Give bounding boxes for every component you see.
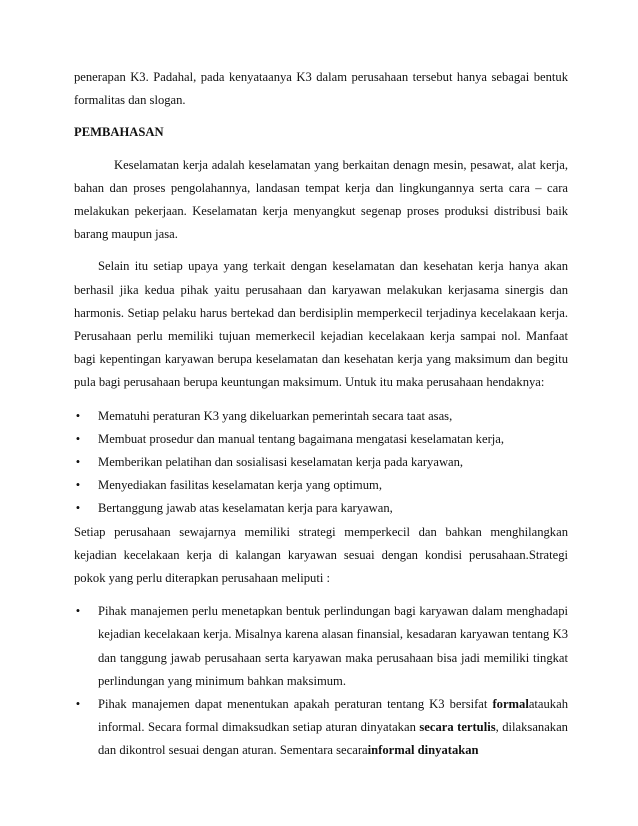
paragraph-upaya: Selain itu setiap upaya yang terkait dengan keselamatan dan kesehatan kerja hanya akan berhasil jika kedua pihak yaitu perusahaan dan karyawan melakukan kerjasama sinergis dan harmonis. Setiap pelaku harus bertekad dan berdisiplin memperkecil terjadinya kecelakaan kerja. Perusahaan perlu memiliki tujuan memerkecil kejadian kecelakaan kerja sampai nol. Manfaat bagi kepentingan karyawan berupa keselamatan dan kesehatan kerja yang maksimum dan begitu pula bagi perusahaan berupa keuntungan maksimum. Untuk itu maka perusahaan hendaknya: bbox=[74, 259, 568, 390]
list-item: • Pihak manajemen perlu menetapkan bentuk perlindungan bagi karyawan dalam menghadapi kejadian kecelakaan kerja. Misalnya karena alasan finansial, kesadaran karyawan tentang K3 dan tanggung jawab perusahaan serta karyawan maka perusahaan bisa jadi memiliki tingkat perlindungan yang minimum bahkan maksimum. bbox=[74, 600, 568, 693]
bullet-icon: • bbox=[75, 604, 81, 619]
intro-paragraph: penerapan K3. Padahal, pada kenyataanya K3 dalam perusahaan tersebut hanya sebagai bentuk formalitas dan slogan. bbox=[74, 70, 568, 108]
list-item: • Memberikan pelatihan dan sosialisasi keselamatan kerja pada karyawan, bbox=[74, 451, 568, 474]
list-item: • Menyediakan fasilitas keselamatan kerja yang optimum, bbox=[74, 474, 568, 497]
bullet-icon: • bbox=[75, 697, 81, 712]
list-item: • Mematuhi peraturan K3 yang dikeluarkan pemerintah secara taat asas, bbox=[74, 405, 568, 428]
paragraph-strategi: Setiap perusahaan sewajarnya memiliki strategi memperkecil dan bahkan menghilangkan kejadian kecelakaan kerja di kalangan karyawan sesuai dengan kondisi perusahaan.Strategi pokok yang perlu diterapkan perusahaan meliputi : bbox=[74, 524, 568, 586]
bold-informal-dinyatakan: informal dinyatakan bbox=[367, 743, 479, 758]
list-item: • Membuat prosedur dan manual tentang bagaimana mengatasi keselamatan kerja, bbox=[74, 428, 568, 451]
bullet-icon: • bbox=[75, 501, 81, 516]
document-body bbox=[74, 66, 568, 763]
list-item: • Bertanggung jawab atas keselamatan kerja para karyawan, bbox=[74, 497, 568, 520]
paragraph-keselamatan: Keselamatan kerja adalah keselamatan yang berkaitan denagn mesin, pesawat, alat kerja, bahan dan proses pengolahannya, landasan tempat kerja dan lingkungannya serta cara – cara melakukan pekerjaan. Keselamatan kerja menyangkut segenap proses produksi distribusi baik barang maupun jasa. bbox=[74, 157, 568, 242]
bullet-list-1 bbox=[74, 405, 568, 521]
list-item: • Pihak manajemen dapat menentukan apakah peraturan tentang K3 bersifat formalataukah informal. Secara formal dimaksudkan setiap aturan dinyatakan secara tertulis, dilaksanakan dan dikontrol sesuai dengan aturan. Sementara secarainformal dinyatakan bbox=[74, 693, 568, 763]
bold-formal: formal bbox=[492, 697, 529, 712]
bullet-icon: • bbox=[75, 431, 81, 446]
bullet-icon: • bbox=[75, 408, 81, 423]
section-heading: PEMBAHASAN bbox=[74, 125, 164, 140]
bullet-icon: • bbox=[75, 478, 81, 493]
bold-secara-tertulis: secara tertulis bbox=[419, 720, 496, 735]
bullet-icon: • bbox=[75, 455, 81, 470]
bullet-list-2 bbox=[74, 600, 568, 762]
